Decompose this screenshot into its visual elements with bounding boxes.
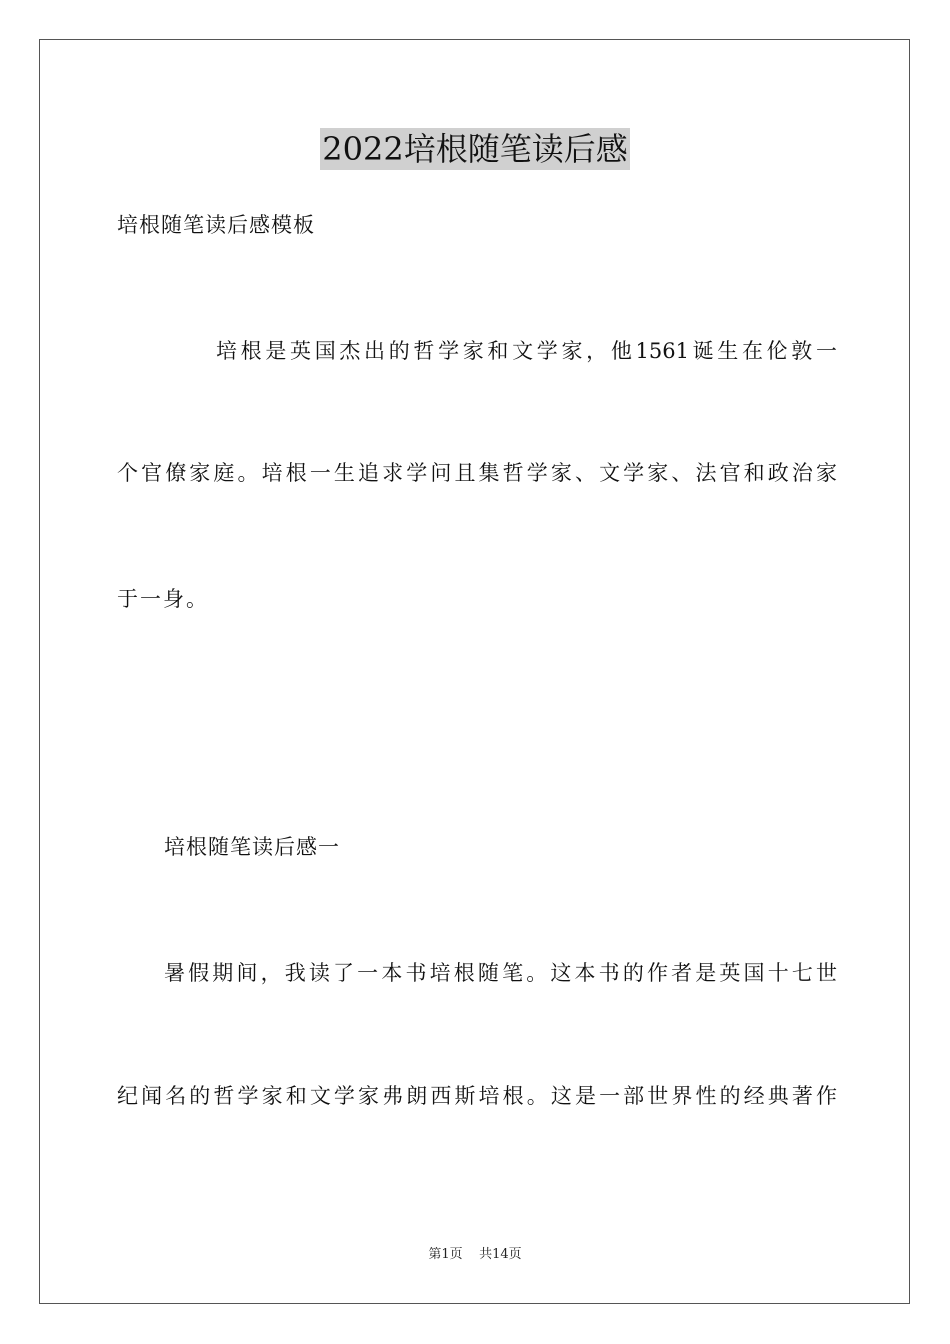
section-heading: 培根随笔读后感一 (164, 835, 340, 859)
document-title: 2022培根随笔读后感 (322, 130, 628, 168)
page-number: 第1页 (428, 1247, 463, 1262)
paragraph1-line2: 个官僚家庭。培根一生追求学问且集哲学家、文学家、法官和政治家 (117, 461, 837, 485)
total-pages: 共14页 (479, 1247, 522, 1262)
paragraph1-line3: 于一身。 (117, 587, 209, 611)
footer-gap (463, 1247, 480, 1262)
page-footer (0, 1246, 950, 1264)
title-wrap (0, 128, 950, 170)
paragraph1-line1: 培根是英国杰出的哲学家和文学家，他1561诞生在伦敦一 (216, 339, 837, 363)
paragraph2-line1: 暑假期间，我读了一本书培根随笔。这本书的作者是英国十七世 (164, 961, 837, 985)
paragraph2-line2: 纪闻名的哲学家和文学家弗朗西斯培根。这是一部世界性的经典著作 (117, 1084, 837, 1108)
document-subtitle: 培根随笔读后感模板 (117, 213, 315, 237)
